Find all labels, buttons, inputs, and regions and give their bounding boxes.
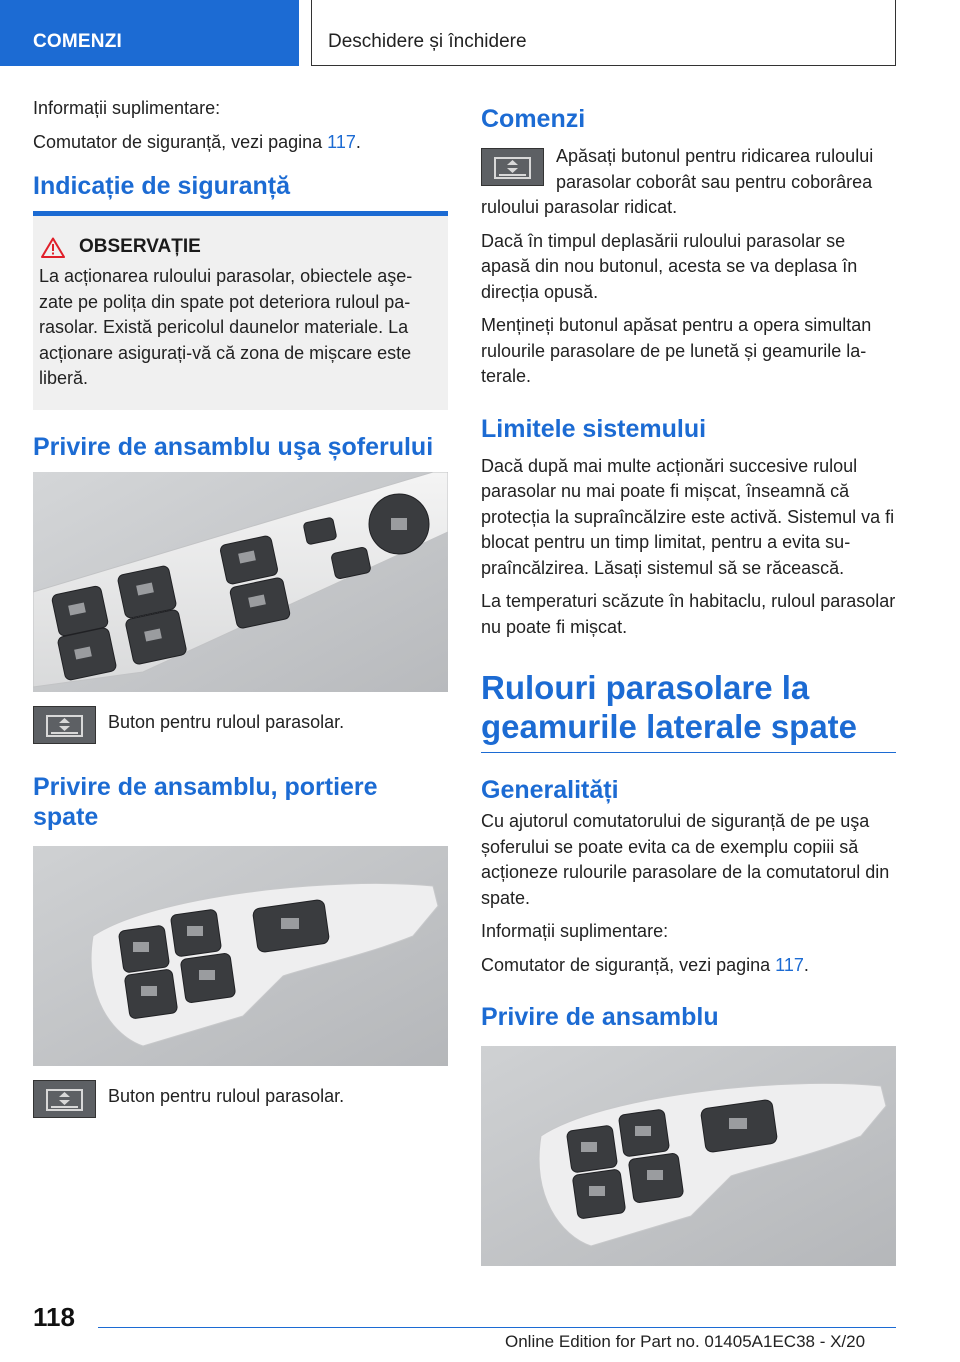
edition-note: Online Edition for Part no. 01405A1EC38 - X/20	[505, 1332, 866, 1351]
page-link-117[interactable]: 117	[775, 954, 804, 975]
info-reference	[33, 130, 448, 156]
controls-paragraph-2: Dacă în timpul deplasării ruloului parasolar se apasă din nou butonul, acesta se va deplasa în direcția opusă.	[481, 230, 858, 302]
info-ref-end: .	[803, 954, 809, 975]
general-paragraph-1: Cu ajutorul comutatorului de siguranță de pe uşa șoferului se poate evita ca de exemplu copiii să acționeze rulourile parasolare de la comutatorul din spate.	[481, 811, 890, 908]
rear-switches-overview-photo	[481, 1046, 896, 1266]
info-ref-end: .	[355, 131, 361, 152]
page-link-117[interactable]: 117	[327, 131, 356, 152]
driver-door-switches-photo	[33, 472, 448, 692]
rear-door-switches-photo	[33, 846, 448, 1066]
info-ref-text: Comutator de siguranță, vezi pagina	[33, 131, 328, 152]
rear-button-legend	[33, 1080, 448, 1118]
heading-side-blinds: Rulouri parasolare la geamurile laterale spate	[481, 668, 896, 753]
info-reference-right	[481, 953, 896, 979]
info-ref-text: Comutator de siguranță, vezi pagina	[481, 954, 776, 975]
info-label: Informații suplimentare:	[33, 98, 221, 118]
warning-triangle-icon	[41, 237, 65, 258]
footer-divider	[98, 1327, 896, 1328]
controls-paragraph-3: Mențineți butonul apăsat pentru a opera simultan rulourile parasolare de pe lunetă și geamurile laterale.	[481, 315, 872, 386]
warning-text: La acționarea ruloului parasolar, obiectele aşezate pe polița din spate pot deteriora ruloul parasolar. Există pericolul daunelor materiale. La acționare asigurați-vă că zona de mișcare este liberă.	[39, 266, 413, 388]
heading-overview: Privire de ansamblu	[481, 1003, 719, 1031]
controls-block	[481, 144, 896, 221]
section-tab: COMENZI	[0, 0, 299, 66]
heading-rear-doors: Privire de ansamblu, portiere spate	[33, 772, 378, 831]
sunblind-button-icon	[33, 706, 96, 744]
sunblind-button-icon	[481, 148, 544, 186]
warning-title: OBSERVAȚIE	[79, 236, 201, 257]
rear-caption: Buton pentru ruloul parasolar.	[108, 1085, 345, 1106]
controls-paragraph-1: Apăsați butonul pentru ridicarea ruloului parasolar coborât sau pentru coborârea ruloului parasolar ridicat.	[481, 146, 874, 217]
sunblind-button-icon	[33, 1080, 96, 1118]
heading-general: Generalități	[481, 776, 619, 804]
driver-caption: Buton pentru ruloul parasolar.	[108, 711, 345, 732]
heading-controls: Comenzi	[481, 105, 586, 133]
warning-box	[33, 216, 448, 410]
page-header	[0, 0, 960, 66]
limits-paragraph-1: Dacă după mai multe acționări succesive ruloul parasolar nu mai poate fi mișcat, înseamnă că protecția la supraîncălzire este activă. Sistemul va fi blocat pentru un timp limitat, pentru a evita supraîncălzirea. Lăsați sistemul să se răcească.	[481, 455, 895, 578]
info-label-right: Informații suplimentare:	[481, 921, 669, 941]
left-column	[33, 96, 448, 1126]
right-column	[481, 96, 896, 1280]
chapter-title: Deschidere și închidere	[311, 0, 896, 66]
limits-paragraph-2: La temperaturi scăzute în habitaclu, ruloul parasolar nu poate fi mișcat.	[481, 591, 896, 637]
page-number: 118	[33, 1302, 75, 1332]
heading-safety: Indicație de siguranță	[33, 171, 448, 216]
heading-limits: Limitele sistemului	[481, 414, 707, 443]
heading-driver-door: Privire de ansamblu uşa șoferului	[33, 432, 434, 461]
driver-button-legend	[33, 706, 448, 744]
warning-header	[39, 236, 434, 258]
